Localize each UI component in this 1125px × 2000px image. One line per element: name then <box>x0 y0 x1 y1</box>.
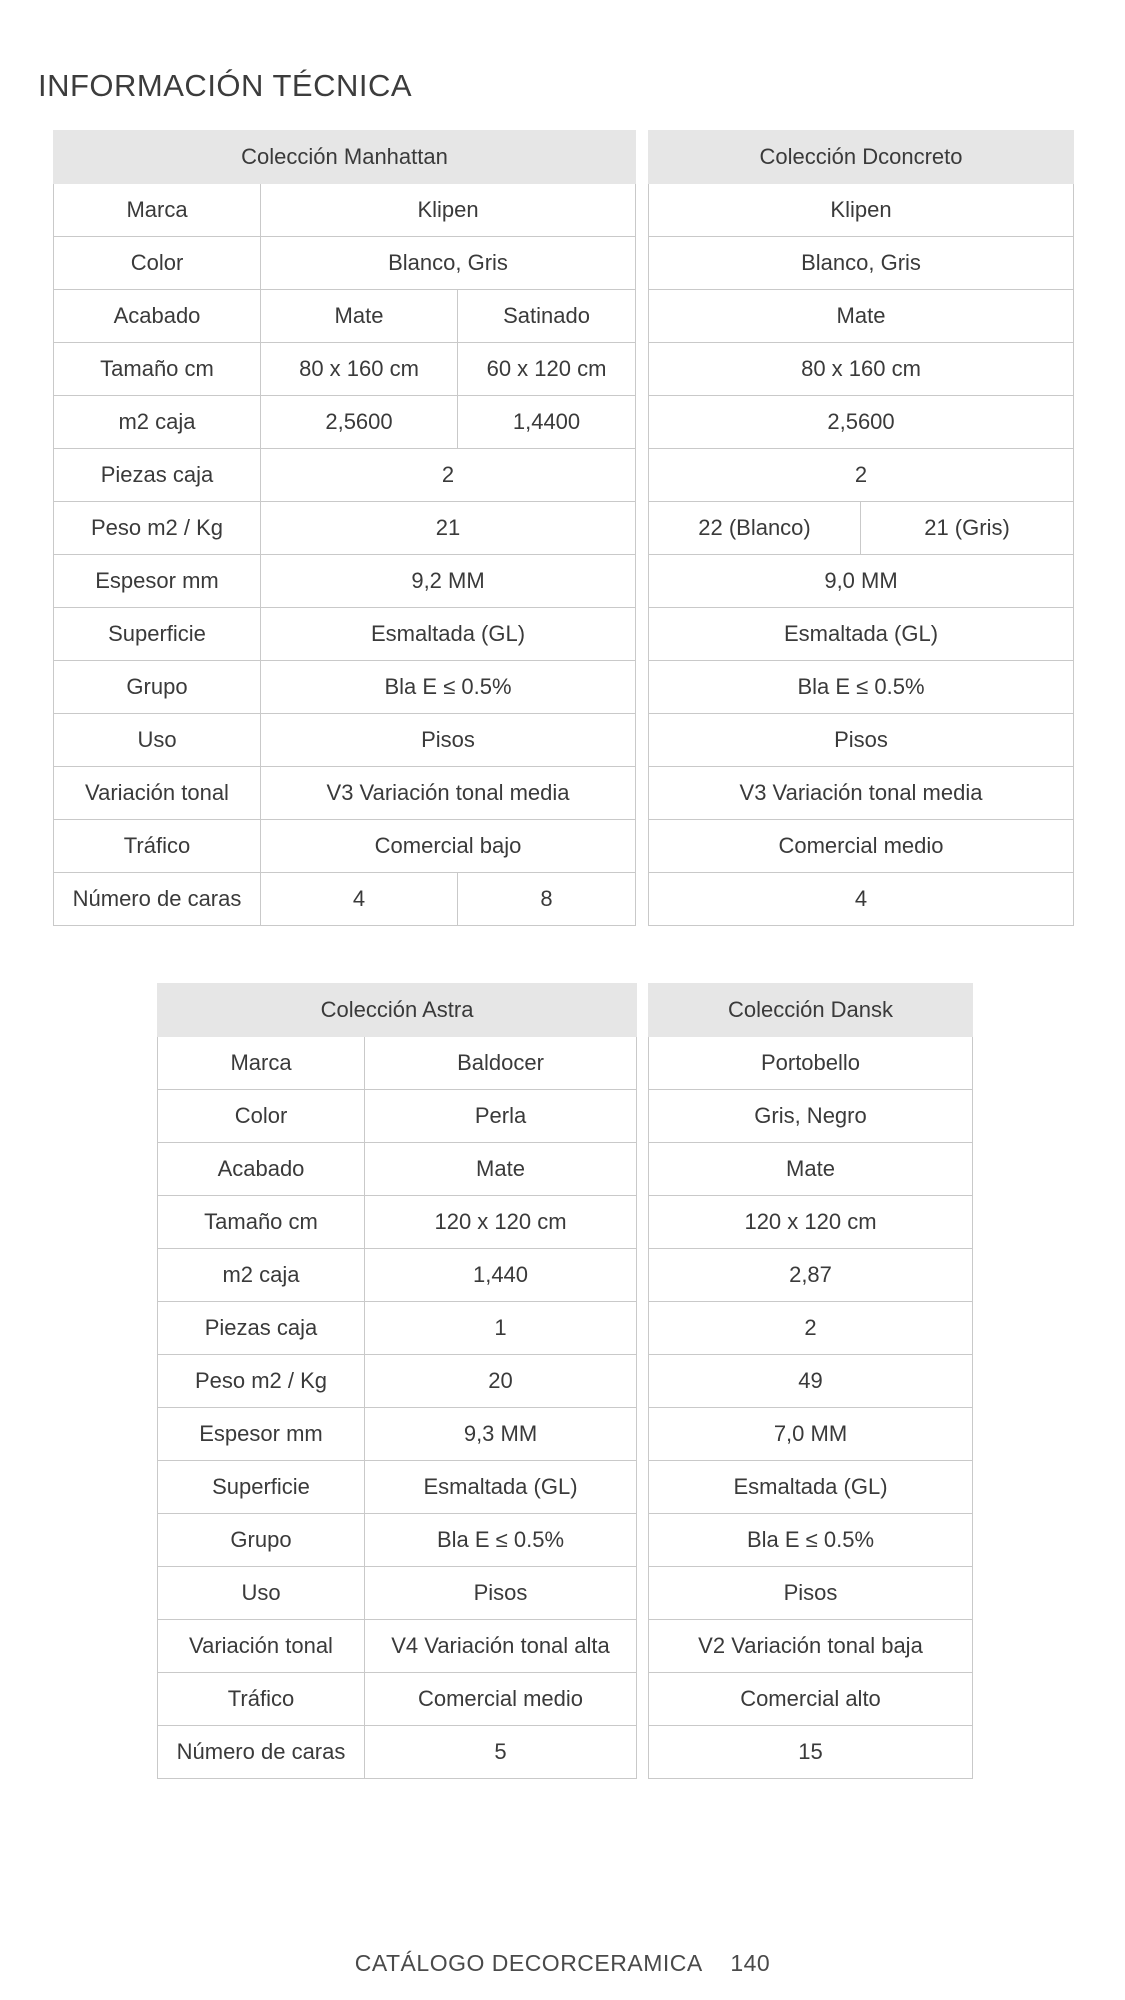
row-label: Superficie <box>158 1461 365 1514</box>
spec-value: 1 <box>365 1302 637 1355</box>
page-footer <box>0 1950 1125 1977</box>
table-row <box>649 608 1074 661</box>
spec-value: 2,5600 <box>649 396 1074 449</box>
row-label: Peso m2 / Kg <box>158 1355 365 1408</box>
table-row <box>158 1090 637 1143</box>
table-row <box>158 1726 637 1779</box>
spec-value: Klipen <box>261 184 636 237</box>
table-row <box>649 820 1074 873</box>
spec-value: Comercial bajo <box>261 820 636 873</box>
spec-value: Pisos <box>649 714 1074 767</box>
dansk-spec-table <box>648 983 973 1779</box>
table-row <box>649 1408 973 1461</box>
row-label: Número de caras <box>54 873 261 926</box>
row-label: Marca <box>54 184 261 237</box>
table-row <box>158 1567 637 1620</box>
row-label: Tráfico <box>54 820 261 873</box>
table-row <box>54 184 636 237</box>
spec-value: Blanco, Gris <box>261 237 636 290</box>
spec-value: 2,87 <box>649 1249 973 1302</box>
spec-value: V3 Variación tonal media <box>261 767 636 820</box>
page-number: 140 <box>730 1950 771 1976</box>
row-label: Uso <box>158 1567 365 1620</box>
table-row <box>649 1249 973 1302</box>
spec-value: 1,440 <box>365 1249 637 1302</box>
spec-value: Portobello <box>649 1037 973 1090</box>
table-row <box>158 1302 637 1355</box>
table-row <box>649 1090 973 1143</box>
table-row <box>649 1355 973 1408</box>
spec-value: 60 x 120 cm <box>458 343 636 396</box>
spec-value: V3 Variación tonal media <box>649 767 1074 820</box>
row-label: Acabado <box>54 290 261 343</box>
spec-value: Comercial medio <box>649 820 1074 873</box>
spec-value: Baldocer <box>365 1037 637 1090</box>
page-title: INFORMACIÓN TÉCNICA <box>38 68 413 103</box>
spec-value: 80 x 160 cm <box>649 343 1074 396</box>
table-header-row <box>649 984 973 1037</box>
table-row <box>649 184 1074 237</box>
row-label: Color <box>54 237 261 290</box>
spec-value: 120 x 120 cm <box>365 1196 637 1249</box>
spec-value: Klipen <box>649 184 1074 237</box>
table-row <box>649 873 1074 926</box>
spec-value: V2 Variación tonal baja <box>649 1620 973 1673</box>
table-row <box>649 237 1074 290</box>
spec-value: 9,2 MM <box>261 555 636 608</box>
spec-value: Satinado <box>458 290 636 343</box>
table-row <box>649 1514 973 1567</box>
table-row <box>158 1143 637 1196</box>
row-label: Número de caras <box>158 1726 365 1779</box>
row-label: Espesor mm <box>54 555 261 608</box>
row-label: Piezas caja <box>158 1302 365 1355</box>
row-label: Variación tonal <box>158 1620 365 1673</box>
spec-value: Esmaltada (GL) <box>649 1461 973 1514</box>
table-row <box>649 1567 973 1620</box>
table-row <box>649 1726 973 1779</box>
spec-value: 5 <box>365 1726 637 1779</box>
collection-title: Colección Dansk <box>649 984 973 1037</box>
table-row <box>54 396 636 449</box>
row-label: Variación tonal <box>54 767 261 820</box>
table-row <box>649 767 1074 820</box>
table-header-row <box>649 131 1074 184</box>
table-row <box>649 1037 973 1090</box>
row-label: Superficie <box>54 608 261 661</box>
table-row <box>54 343 636 396</box>
row-label: Tamaño cm <box>54 343 261 396</box>
row-label: Color <box>158 1090 365 1143</box>
row-label: Grupo <box>158 1514 365 1567</box>
row-label: m2 caja <box>54 396 261 449</box>
table-header-row <box>54 131 636 184</box>
table-row <box>649 555 1074 608</box>
table-row <box>649 396 1074 449</box>
spec-value: Esmaltada (GL) <box>261 608 636 661</box>
spec-value: 4 <box>261 873 458 926</box>
spec-value: 7,0 MM <box>649 1408 973 1461</box>
spec-value: Blanco, Gris <box>649 237 1074 290</box>
manhattan-spec-table <box>53 130 636 926</box>
spec-value: Mate <box>261 290 458 343</box>
spec-value: 15 <box>649 1726 973 1779</box>
table-row <box>54 608 636 661</box>
row-label: Marca <box>158 1037 365 1090</box>
table-row <box>158 1620 637 1673</box>
collection-title: Colección Dconcreto <box>649 131 1074 184</box>
spec-value: 49 <box>649 1355 973 1408</box>
spec-value: 4 <box>649 873 1074 926</box>
row-label: Tamaño cm <box>158 1196 365 1249</box>
collection-title: Colección Astra <box>158 984 637 1037</box>
spec-value: 9,3 MM <box>365 1408 637 1461</box>
table-row <box>54 767 636 820</box>
table-row <box>54 449 636 502</box>
spec-value: 2 <box>649 1302 973 1355</box>
spec-value: 9,0 MM <box>649 555 1074 608</box>
table-row <box>158 1514 637 1567</box>
table-row <box>54 502 636 555</box>
table-row <box>649 1673 973 1726</box>
spec-value: 80 x 160 cm <box>261 343 458 396</box>
table-row <box>54 820 636 873</box>
row-label: Tráfico <box>158 1673 365 1726</box>
spec-value: 21 (Gris) <box>861 502 1074 555</box>
spec-value: Pisos <box>261 714 636 767</box>
spec-value: 1,4400 <box>458 396 636 449</box>
row-label: m2 caja <box>158 1249 365 1302</box>
spec-value: V4 Variación tonal alta <box>365 1620 637 1673</box>
row-label: Acabado <box>158 1143 365 1196</box>
table-row <box>158 1461 637 1514</box>
row-label: Uso <box>54 714 261 767</box>
spec-value: 2 <box>261 449 636 502</box>
spec-value: Pisos <box>649 1567 973 1620</box>
spec-value: 120 x 120 cm <box>649 1196 973 1249</box>
table-row <box>649 343 1074 396</box>
table-row <box>54 555 636 608</box>
spec-value: Mate <box>365 1143 637 1196</box>
table-row <box>649 661 1074 714</box>
spec-value: Pisos <box>365 1567 637 1620</box>
table-row <box>649 1620 973 1673</box>
table-row <box>158 1196 637 1249</box>
table-row <box>649 1196 973 1249</box>
spec-value: Comercial medio <box>365 1673 637 1726</box>
table-row <box>54 873 636 926</box>
spec-value: 21 <box>261 502 636 555</box>
table-header-row <box>158 984 637 1037</box>
spec-value: Gris, Negro <box>649 1090 973 1143</box>
spec-value: 8 <box>458 873 636 926</box>
table-row <box>649 1461 973 1514</box>
table-row <box>158 1037 637 1090</box>
spec-value: 2 <box>649 449 1074 502</box>
dconcreto-spec-table <box>648 130 1074 926</box>
spec-value: Bla E ≤ 0.5% <box>365 1514 637 1567</box>
spec-value: Comercial alto <box>649 1673 973 1726</box>
table-row <box>649 714 1074 767</box>
footer-catalog-label: CATÁLOGO DECORCERAMICA <box>354 1950 702 1976</box>
table-row <box>54 237 636 290</box>
row-label: Grupo <box>54 661 261 714</box>
row-label: Peso m2 / Kg <box>54 502 261 555</box>
spec-value: 22 (Blanco) <box>649 502 861 555</box>
spec-value: Mate <box>649 1143 973 1196</box>
table-row <box>649 1302 973 1355</box>
collection-title: Colección Manhattan <box>54 131 636 184</box>
table-row <box>54 661 636 714</box>
table-row <box>649 1143 973 1196</box>
table-row <box>158 1249 637 1302</box>
astra-spec-table <box>157 983 637 1779</box>
table-row <box>158 1673 637 1726</box>
spec-value: Esmaltada (GL) <box>365 1461 637 1514</box>
row-label: Piezas caja <box>54 449 261 502</box>
spec-value: Esmaltada (GL) <box>649 608 1074 661</box>
spec-value: Bla E ≤ 0.5% <box>649 1514 973 1567</box>
spec-value: Perla <box>365 1090 637 1143</box>
table-row <box>158 1408 637 1461</box>
table-row <box>158 1355 637 1408</box>
spec-value: 20 <box>365 1355 637 1408</box>
spec-value: Bla E ≤ 0.5% <box>649 661 1074 714</box>
table-row <box>54 290 636 343</box>
spec-value: Bla E ≤ 0.5% <box>261 661 636 714</box>
spec-value: Mate <box>649 290 1074 343</box>
table-row <box>649 449 1074 502</box>
table-row <box>649 502 1074 555</box>
row-label: Espesor mm <box>158 1408 365 1461</box>
table-row <box>649 290 1074 343</box>
spec-value: 2,5600 <box>261 396 458 449</box>
table-row <box>54 714 636 767</box>
